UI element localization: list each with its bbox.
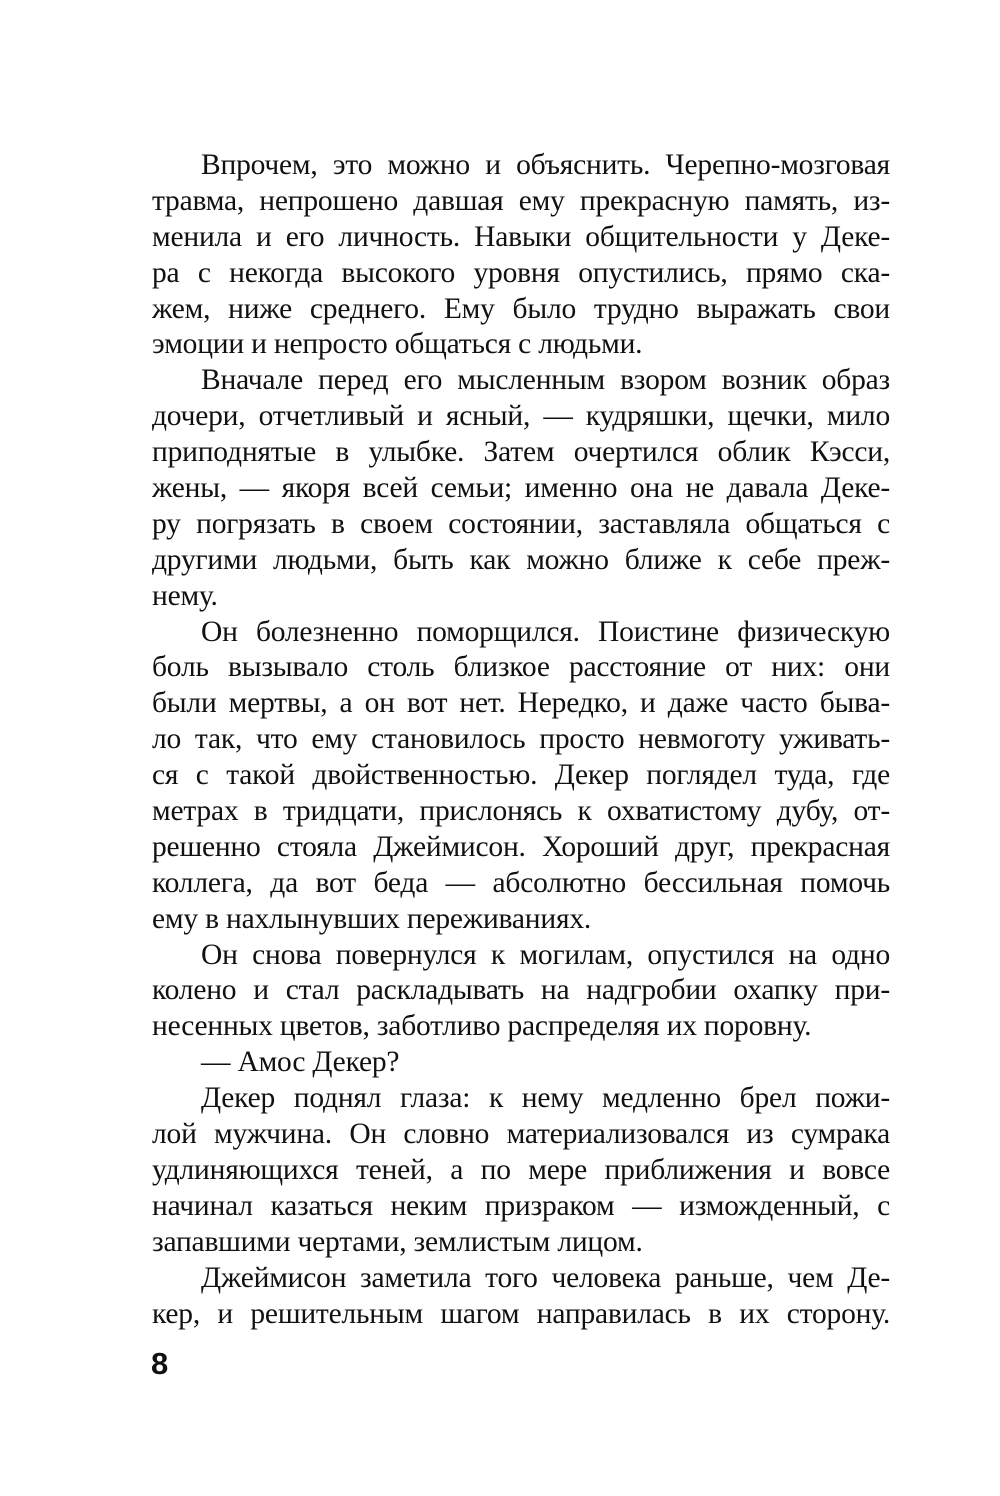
- text-line: ра с некогда высокого уровня опустились, прямо ска-: [152, 256, 890, 289]
- text-line: — Амос Декер?: [201, 1046, 400, 1079]
- text-line: Он болезненно поморщился. Поистине физическую: [201, 615, 890, 648]
- text-line: удлиняющихся теней, а по мере приближения и вовсе: [152, 1153, 890, 1186]
- text-line: Декер поднял глаза: к нему медленно брел пожи-: [201, 1082, 890, 1115]
- text-line: приподнятые в улыбке. Затем очертился облик Кэсси,: [152, 436, 890, 469]
- text-line: менила и его личность. Навыки общительности у Деке-: [152, 220, 890, 253]
- text-line: эмоции и непросто общаться с людьми.: [152, 328, 643, 361]
- text-line: запавшими чертами, землистым лицом.: [152, 1225, 643, 1258]
- text-line: дочери, отчетливый и ясный, — кудряшки, щечки, мило: [152, 400, 890, 433]
- text-line: были мертвы, а он вот нет. Нередко, и даже часто быва-: [152, 687, 890, 720]
- body-text: [152, 148, 890, 1332]
- text-line: Джеймисон заметила того человека раньше, чем Де-: [201, 1261, 890, 1294]
- text-line: жены, — якоря всей семьи; именно она не давала Деке-: [152, 472, 890, 505]
- page-number: 8: [151, 1346, 169, 1381]
- text-line: ему в нахлынувших переживаниях.: [152, 902, 592, 935]
- text-line: травма, непрошено давшая ему прекрасную память, из-: [152, 184, 890, 217]
- text-line: Он снова повернулся к могилам, опустился на одно: [201, 938, 890, 971]
- text-line: колено и стал раскладывать на надгробии охапку при-: [152, 974, 890, 1007]
- text-line: начинал казаться неким призраком — изможденный, с: [152, 1189, 890, 1222]
- text-line: нему.: [152, 579, 218, 612]
- text-line: кер, и решительным шагом направилась в их сторону.: [152, 1297, 890, 1330]
- text-line: решенно стояла Джеймисон. Хороший друг, прекрасная: [152, 830, 890, 863]
- text-line: коллега, да вот беда — абсолютно бессильная помочь: [152, 866, 890, 899]
- text-line: другими людьми, быть как можно ближе к себе преж-: [152, 543, 890, 576]
- text-line: ся с такой двойственностью. Декер поглядел туда, где: [152, 759, 890, 792]
- text-line: боль вызывало столь близкое расстояние от них: они: [152, 651, 890, 684]
- text-line: лой мужчина. Он словно материализовался из сумрака: [152, 1118, 890, 1151]
- text-line: ло так, что ему становилось просто невмоготу уживать-: [152, 723, 890, 756]
- text-line: жем, ниже среднего. Ему было трудно выражать свои: [152, 292, 890, 325]
- text-line: Вначале перед его мысленным взором возник образ: [201, 364, 890, 397]
- text-line: ру погрязать в своем состоянии, заставляла общаться с: [152, 507, 890, 540]
- text-line: Впрочем, это можно и объяснить. Черепно-мозговая: [201, 149, 890, 181]
- text-line: метрах в тридцати, прислонясь к охватистому дубу, от-: [152, 795, 890, 828]
- text-line: несенных цветов, заботливо распределяя их поровну.: [152, 1010, 812, 1043]
